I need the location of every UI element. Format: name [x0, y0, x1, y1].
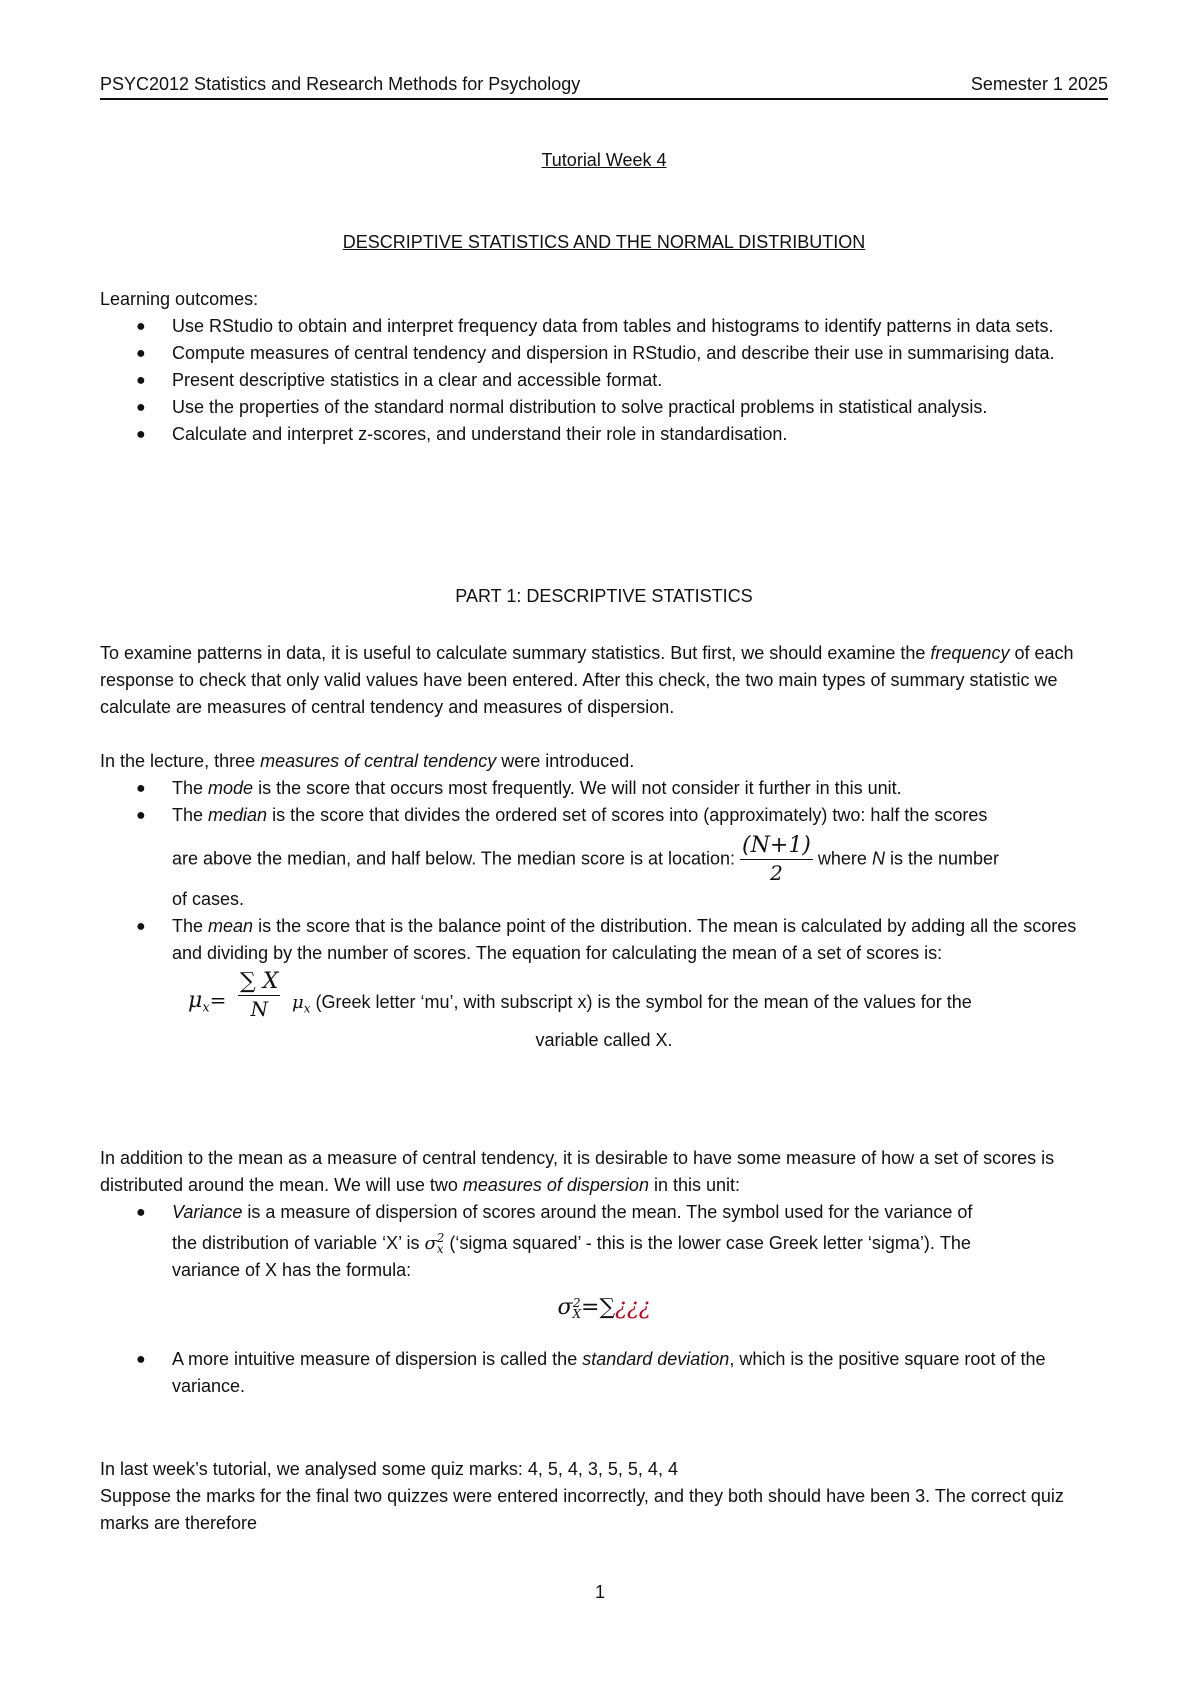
list-item-mean: ● The mean is the score that is the balance point of the distribution. The mean is calculated by adding all the scores and dividing by the number of scores. The equation for calculating the mean of a set of scores is: $\mu_x=$ $\frac{\sum X}{N}$ $\mu_x$ (Greek letter ‘mu’, with subscript x) is the symbol for the mean of the values for the variable called X. — [100, 913, 1108, 1041]
intro-paragraph: To examine patterns in data, it is useful to calculate summary statistics. But first, we should examine the frequency of each response to check that only valid values have been entered. After this check, the two main types of summary statistic we calculate are measures of central tendency and measures of dispersion. — [100, 643, 1074, 717]
median-fraction: $\frac{(N+1)}{2}$ — [742, 833, 811, 885]
tutorial-title: Tutorial Week 4 — [541, 150, 667, 170]
mean-formula-row: $\mu_x=$ $\frac{\sum X}{N}$ $\mu_x$ (Greek letter ‘mu’, with subscript x) is the symbol for the mean of the values for the variable called X. — [188, 969, 972, 1050]
mean-fraction: $\frac{\sum X}{N}$ — [240, 969, 279, 1021]
course-title: PSYC2012 Statistics and Research Methods for Psychology — [100, 74, 581, 94]
list-item-sd: ● A more intuitive measure of dispersion is called the standard deviation, which is the positive square root of the variance. — [136, 1349, 1046, 1396]
list-item-mode: ● The mode is the score that occurs most frequently. We will not consider it further in this unit. — [136, 778, 902, 798]
part1-heading: PART 1: DESCRIPTIVE STATISTICS — [455, 586, 753, 606]
page-header — [100, 74, 1108, 100]
dispersion-list — [100, 1199, 1108, 1400]
list-item: ● Use RStudio to obtain and interpret frequency data from tables and histograms to identify patterns in data sets. — [136, 316, 1054, 336]
section-subtitle: DESCRIPTIVE STATISTICS AND THE NORMAL DISTRIBUTION — [342, 232, 866, 252]
variance-formula: σ 2 X =∑¿¿¿ — [557, 1295, 651, 1321]
learning-outcomes-label: Learning outcomes: — [100, 289, 259, 309]
central-tendency-list — [100, 775, 1108, 1050]
page-number: 1 — [594, 1582, 605, 1602]
list-item: ● Present descriptive statistics in a clear and accessible format. — [136, 370, 663, 390]
dispersion-intro: In addition to the mean as a measure of central tendency, it is desirable to have some measure of how a set of scores is distributed around the mean. We will use two measures of dispersion in this unit: — [100, 1148, 1055, 1195]
list-item-variance: ● Variance is a measure of dispersion of scores around the mean. The symbol used for the variance of the distribution of variable ‘X’ is σ 2 x (‘sigma squared’ - this is the lower case Greek letter ‘sigma’). The variance of X has the formula: σ 2 X =∑¿¿¿ — [100, 1199, 1108, 1334]
quiz-correction-paragraph: Suppose the marks for the final two quizzes were entered incorrectly, and they both should have been 3. The correct quiz marks are therefore — [100, 1486, 1064, 1533]
list-item-median: ● The median is the score that divides the ordered set of scores into (approximately) two: half the scores are above the median, and half below. The median score is at location: $\frac{(N+1)}{2}$ where N is the number of cases. — [136, 805, 999, 909]
central-tendency-intro: In the lecture, three measures of central tendency were introduced. — [100, 751, 635, 771]
quiz-marks-line: In last week’s tutorial, we analysed some quiz marks: 4, 5, 4, 3, 5, 5, 4, 4 — [100, 1459, 678, 1479]
mean-formula: $\mu_x=$ — [188, 988, 227, 1016]
list-item: ● Compute measures of central tendency and dispersion in RStudio, and describe their use in summarising data. — [136, 343, 1055, 363]
semester-label: Semester 1 2025 — [970, 74, 1108, 94]
list-item: ● Use the properties of the standard normal distribution to solve practical problems in statistical analysis. — [136, 397, 988, 417]
list-item: ● Calculate and interpret z-scores, and understand their role in standardisation. — [136, 424, 788, 444]
learning-outcomes-list — [100, 313, 1108, 448]
